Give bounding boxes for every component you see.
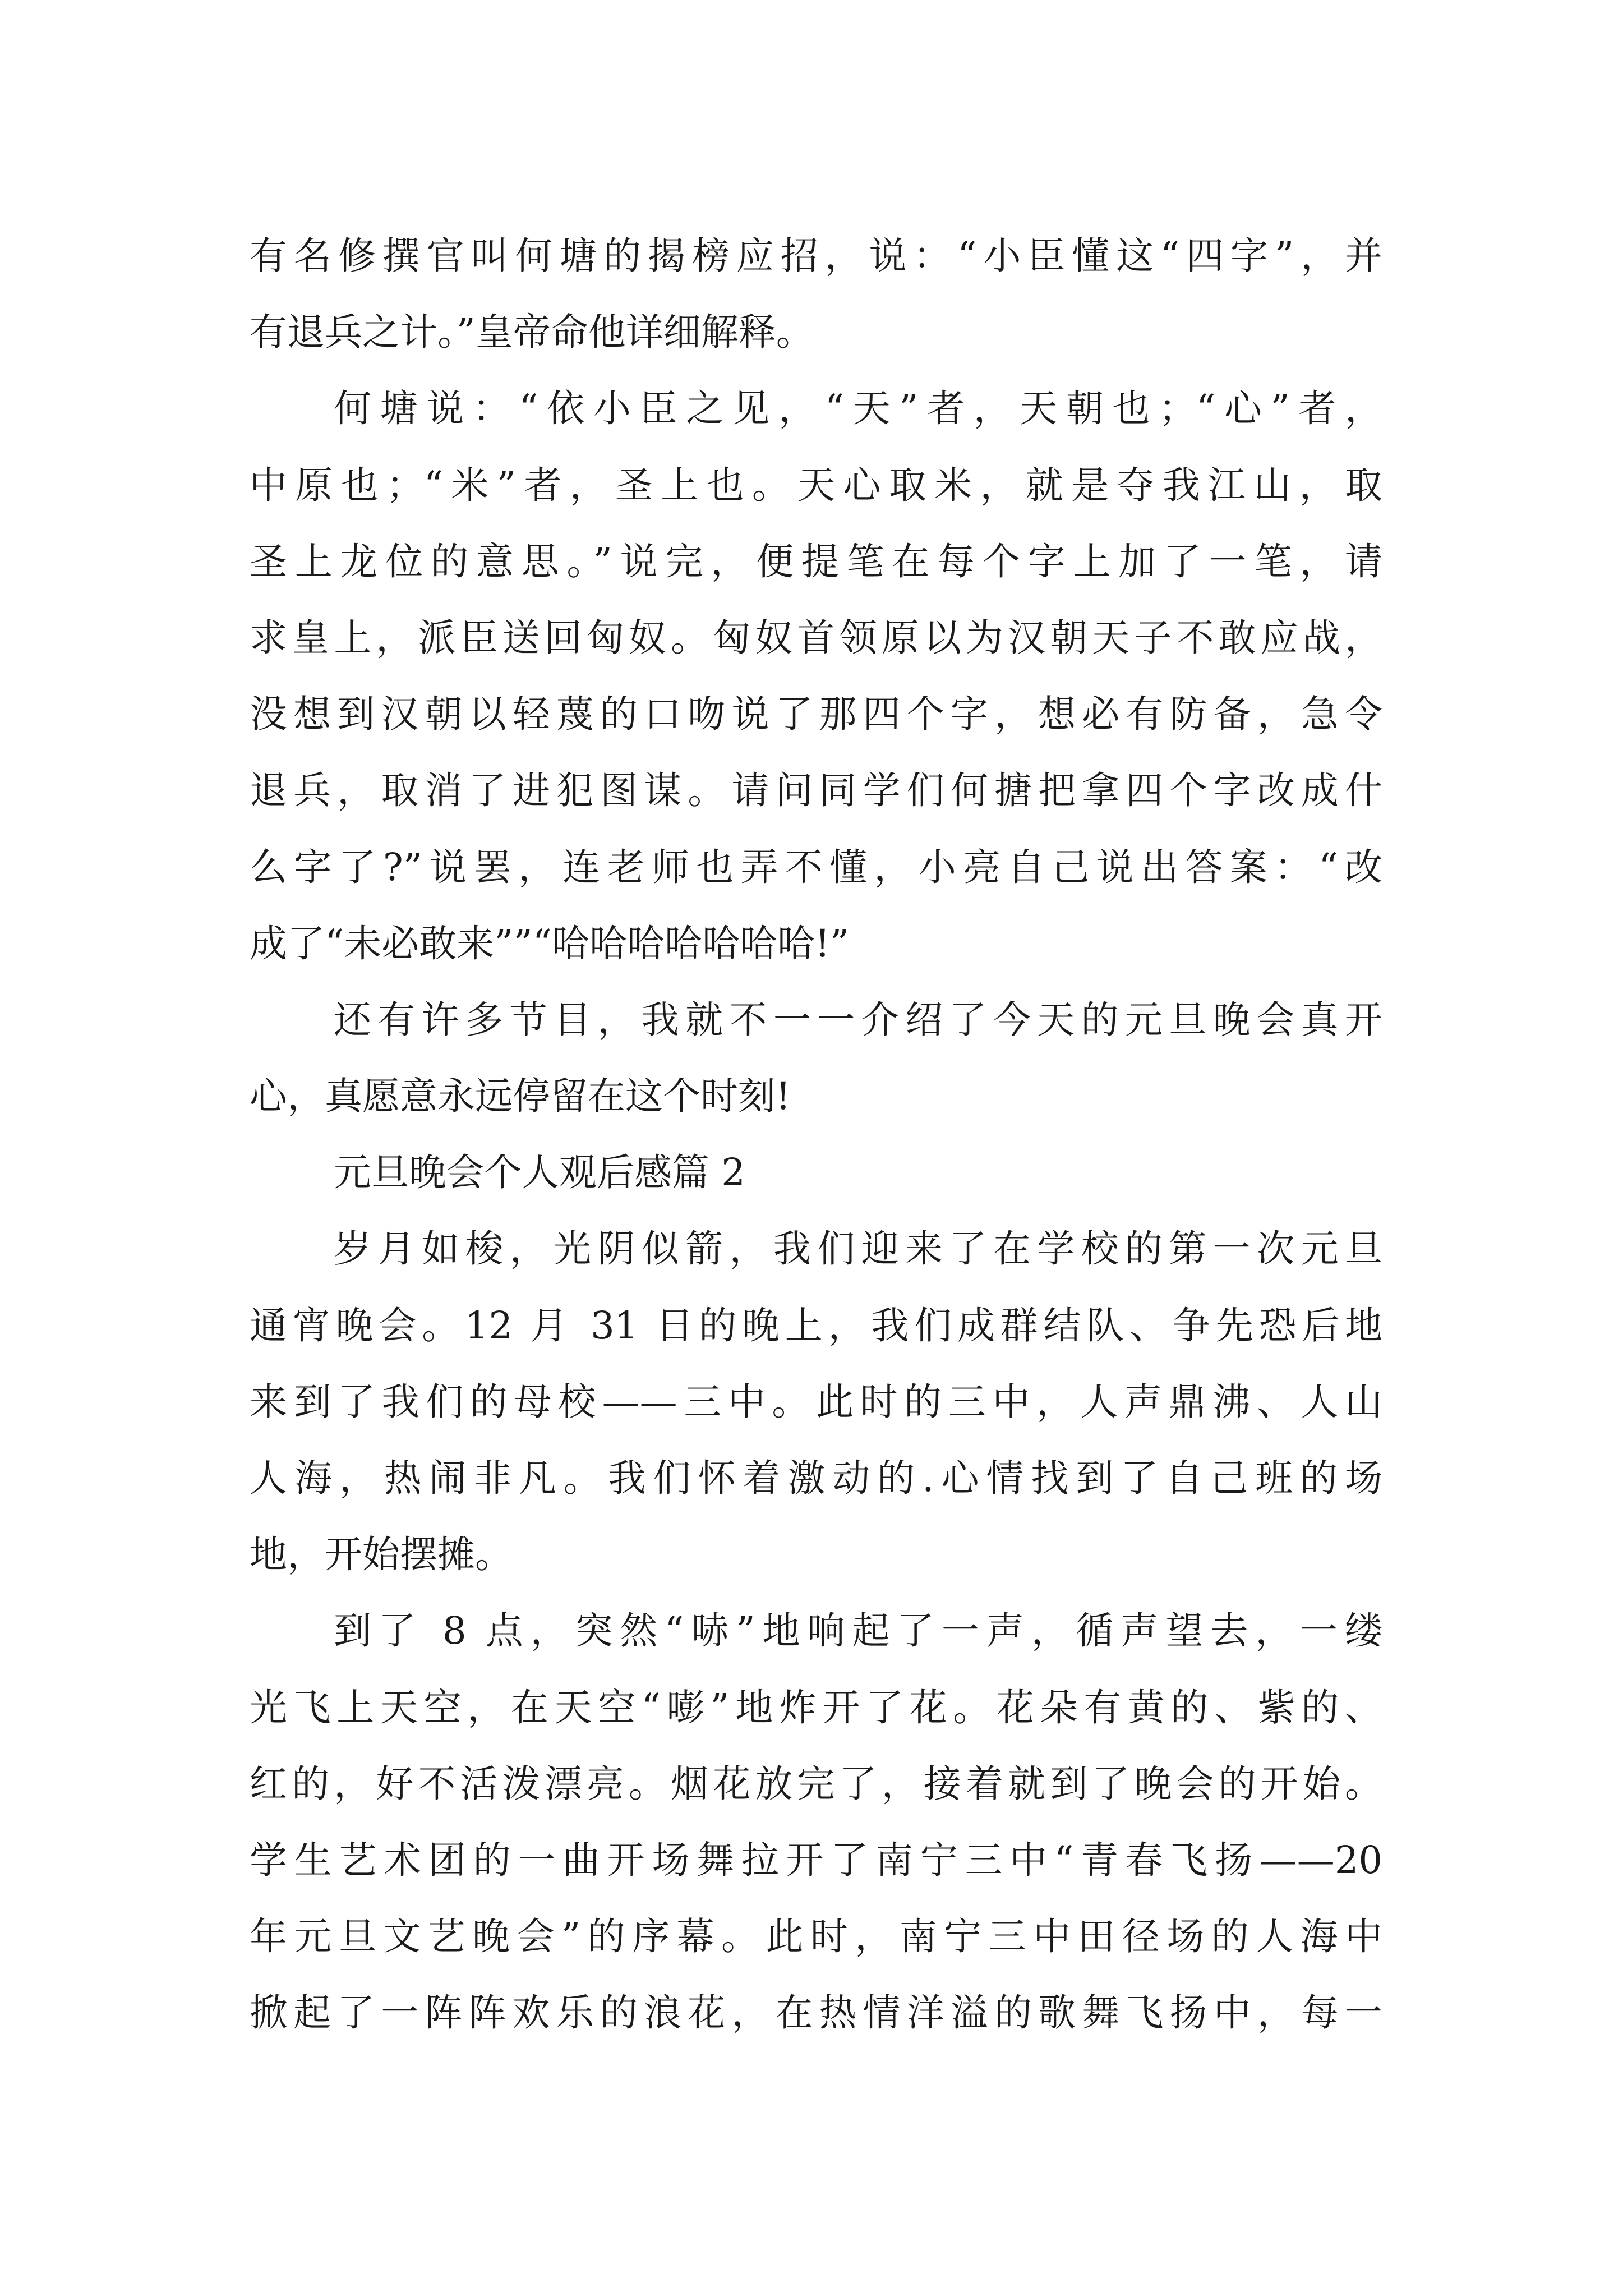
text-line: 光飞上天空，在天空“嘭”地炸开了花。花朵有黄的、紫的、 (250, 1685, 1382, 1729)
text-line: 学生艺术团的一曲开场舞拉开了南宁三中“青春飞扬——20 (250, 1838, 1382, 1882)
text-line: 来到了我们的母校——三中。此时的三中，人声鼎沸、人山 (250, 1379, 1382, 1424)
paragraph-first-line: 何塘说：“依小臣之见，“天”者，天朝也；“心”者， (334, 386, 1382, 431)
text-line: 红的，好不活泼漂亮。烟花放完了，接着就到了晚会的开始。 (250, 1761, 1382, 1806)
text-line: 通宵晚会。12 月 31 日的晚上，我们成群结队、争先恐后地 (250, 1303, 1382, 1347)
text-line: 掀起了一阵阵欢乐的浪花，在热情洋溢的歌舞飞扬中，每一 (250, 1991, 1382, 2035)
text-line: 地，开始摆摊。 (250, 1533, 513, 1577)
text-line: 有退兵之计。”皇帝命他详细解释。 (250, 310, 814, 355)
text-line: 年元旦文艺晚会”的序幕。此时，南宁三中田径场的人海中 (250, 1915, 1382, 1959)
document-body (250, 218, 1382, 2051)
text-line: 退兵，取消了进犯图谋。请问同学们何搪把拿四个字改成什 (250, 769, 1382, 813)
text-line: 么字了?”说罢，连老师也弄不懂，小亮自己说出答案：“改 (250, 845, 1382, 889)
paragraph-first-line: 还有许多节目，我就不一一介绍了今天的元旦晚会真开 (334, 997, 1382, 1042)
text-line: 圣上龙位的意思。”说完，便提笔在每个字上加了一笔，请 (250, 539, 1382, 583)
text-line: 心，真愿意永远停留在这个时刻! (250, 1074, 791, 1119)
paragraph-first-line: 岁月如梭，光阴似箭，我们迎来了在学校的第一次元旦 (334, 1227, 1382, 1271)
text-line: 求皇上，派臣送回匈奴。匈奴首领原以为汉朝天子不敢应战， (250, 615, 1382, 660)
text-line: 有名修撰官叫何塘的揭榜应招，说：“小臣懂这“四字”，并 (250, 234, 1382, 278)
section-heading: 元旦晚会个人观后感篇 2 (334, 1151, 745, 1195)
text-line: 中原也；“米”者，圣上也。天心取米，就是夺我江山，取 (250, 463, 1382, 507)
text-line: 人海，热闹非凡。我们怀着激动的.心情找到了自己班的场 (250, 1456, 1382, 1500)
text-line: 没想到汉朝以轻蔑的口吻说了那四个字，想必有防备，急令 (250, 692, 1382, 737)
text-line: 成了“未必敢来””“哈哈哈哈哈哈哈!” (250, 921, 850, 965)
paragraph-first-line: 到了 8 点，突然“哧”地响起了一声，循声望去，一缕 (334, 1609, 1382, 1653)
